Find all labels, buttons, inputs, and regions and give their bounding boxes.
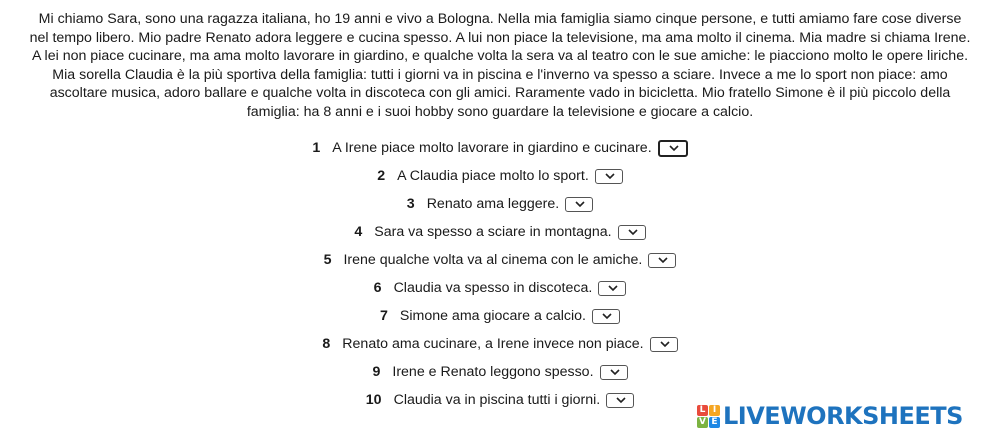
question-number: 7 bbox=[380, 308, 388, 324]
answer-dropdown-9[interactable] bbox=[600, 365, 628, 380]
answer-dropdown-4[interactable] bbox=[618, 225, 646, 240]
chevron-down-icon bbox=[610, 369, 620, 376]
passage-line: Mi chiamo Sara, sono una ragazza italiana, ho 19 anni e vivo a Bologna. Nella mia famiglia siamo cinque persone, e tutti amiamo fare cose diverse bbox=[38, 11, 962, 27]
question-number: 6 bbox=[373, 280, 382, 296]
chevron-down-icon bbox=[605, 173, 615, 180]
answer-dropdown-3[interactable] bbox=[565, 197, 593, 212]
logo-wordmark: LIVEWORKSHEETS bbox=[723, 402, 963, 430]
question-text: Irene qualche volta va al cinema con le amiche. bbox=[343, 252, 643, 268]
question-list bbox=[0, 134, 1000, 414]
question-text: Sara va spesso a sciare in montagna. bbox=[374, 224, 612, 240]
question-6 bbox=[0, 274, 1000, 302]
question-text: A Irene piace molto lavorare in giardino e cucinare. bbox=[332, 140, 652, 156]
question-number: 1 bbox=[312, 140, 321, 156]
passage-line: Mia sorella Claudia è la più sportiva della famiglia: tutti i giorni va in piscina e l'inverno va spesso a sciare. Invece a me lo sport non piace: amo bbox=[52, 66, 948, 83]
question-1 bbox=[0, 134, 1000, 162]
answer-dropdown-10[interactable] bbox=[606, 393, 634, 408]
question-text: Renato ama leggere. bbox=[426, 196, 560, 212]
question-number: 4 bbox=[354, 224, 363, 240]
chevron-down-icon bbox=[608, 285, 618, 292]
passage-line: famiglia: ha 8 anni e i suoi hobby sono guardare la televisione e giocare a calcio. bbox=[246, 103, 754, 120]
question-5 bbox=[0, 246, 1000, 274]
question-number: 10 bbox=[365, 392, 382, 408]
answer-dropdown-8[interactable] bbox=[650, 337, 678, 352]
question-text: A Claudia piace molto lo sport. bbox=[397, 168, 589, 184]
question-text: Irene e Renato leggono spesso. bbox=[392, 364, 594, 380]
logo-mark-icon bbox=[697, 405, 720, 428]
question-text: Claudia va spesso in discoteca. bbox=[393, 280, 593, 296]
logo-mark-letter: E bbox=[709, 417, 720, 428]
answer-dropdown-2[interactable] bbox=[595, 169, 623, 184]
question-3 bbox=[0, 190, 1000, 218]
answer-dropdown-6[interactable] bbox=[598, 281, 626, 296]
question-2 bbox=[0, 162, 1000, 190]
passage-line: ascoltare musica, adoro ballare e qualche volta in discoteca con gli amici. Raramente vado in bicicletta. Mio fratello Simone è il più piccolo della bbox=[49, 85, 951, 102]
question-4 bbox=[0, 218, 1000, 246]
question-number: 9 bbox=[372, 364, 381, 380]
question-text: Renato ama cucinare, a Irene invece non piace. bbox=[342, 336, 644, 352]
answer-dropdown-7[interactable] bbox=[592, 309, 620, 324]
question-7 bbox=[0, 302, 1000, 330]
question-number: 3 bbox=[406, 196, 415, 212]
chevron-down-icon bbox=[660, 341, 670, 348]
reading-passage bbox=[0, 10, 1000, 122]
chevron-down-icon bbox=[628, 229, 638, 236]
chevron-down-icon bbox=[602, 313, 612, 320]
question-text: Simone ama giocare a calcio. bbox=[399, 308, 586, 324]
chevron-down-icon bbox=[575, 201, 585, 208]
question-9 bbox=[0, 358, 1000, 386]
passage-line: nel tempo libero. Mio padre Renato adora leggere e cucina spesso. A lui non piace la televisione, ma ama molto il cinema. Mia madre si chiama Irene. bbox=[29, 29, 971, 46]
logo-mark-letter: V bbox=[697, 417, 708, 428]
liveworksheets-logo[interactable] bbox=[697, 401, 963, 431]
chevron-down-icon bbox=[658, 257, 668, 264]
logo-mark-letter: I bbox=[709, 405, 720, 416]
passage-line: A lei non piace cucinare, ma ama molto lavorare in giardino, e qualche volta la sera va al teatro con le sue amiche: le piacciono molto le opere liriche. bbox=[31, 48, 969, 65]
logo-mark-letter: L bbox=[697, 405, 708, 416]
chevron-down-icon bbox=[616, 397, 626, 404]
question-number: 2 bbox=[377, 168, 386, 184]
answer-dropdown-1[interactable] bbox=[658, 140, 688, 157]
question-number: 5 bbox=[323, 252, 332, 268]
question-text: Claudia va in piscina tutti i giorni. bbox=[393, 392, 601, 408]
question-8 bbox=[0, 330, 1000, 358]
question-number: 8 bbox=[322, 336, 331, 352]
chevron-down-icon bbox=[669, 145, 679, 152]
answer-dropdown-5[interactable] bbox=[648, 253, 676, 268]
